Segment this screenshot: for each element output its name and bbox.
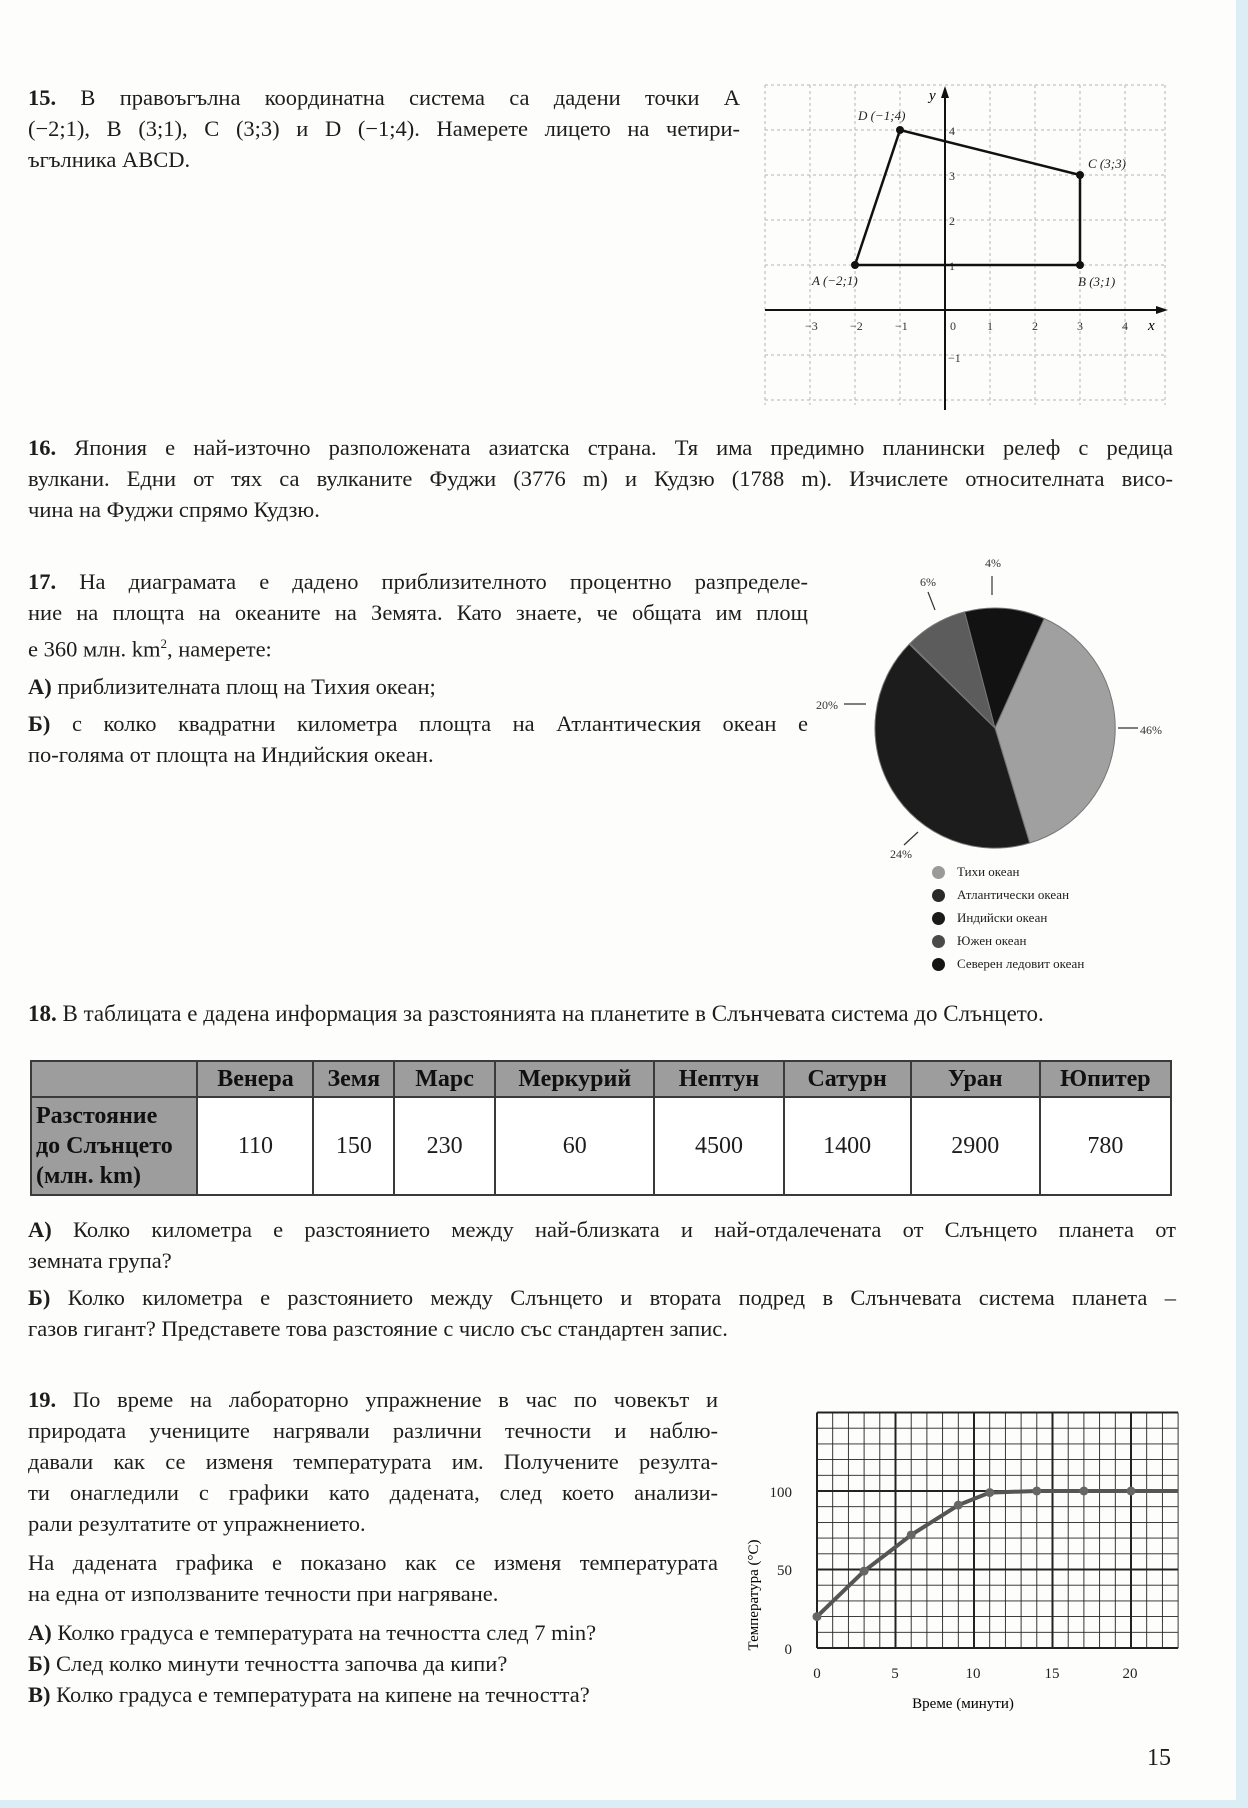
question-19: 19. По време на лабораторно упражнение в час по човекът и природата учениците нагрявали различни течности и наблю- давали как се изменя температурата им. Получените резулта- ти онагледили с графики като дадената, след което анализи- рали резултатите от упражнението. На дадената графика е показано как се изменя температурата на една от използваните течности при нагряване. А) Колко градуса е температурата на течността след 7 min? Б) След колко минути течността започва да кипи? В) Колко градуса е температурата на кипене на течността? — [28, 1384, 718, 1710]
q17-line-2: ние на площта на океаните на Земята. Като знаете, че общата им площ — [28, 600, 808, 625]
page-number: 15 — [1147, 1745, 1171, 1771]
svg-text:0: 0 — [813, 1666, 821, 1682]
q19-item-v: В) Колко градуса е температурата на кипене на течността? — [28, 1682, 590, 1707]
q17-line-3: е 360 млн. $km^2$, намерете: — [28, 636, 272, 662]
table-cell: 2900 — [911, 1097, 1040, 1195]
column-header: Земя — [313, 1061, 394, 1097]
point-d-label: D (−1;4) — [858, 108, 906, 123]
table-cell: 150 — [313, 1097, 394, 1195]
quadrilateral-abcd — [855, 130, 1080, 265]
label-20-percent: 20% — [816, 698, 838, 712]
q18-subquestions — [28, 1214, 1176, 1344]
pie-legend — [932, 862, 1084, 977]
label-46-percent: 46% — [1140, 723, 1162, 737]
q16-line-1: 16. Япония е най-източно разположената азиатска страна. Тя има предимно планински релеф с редица — [28, 435, 1173, 460]
table-cell: 110 — [197, 1097, 313, 1195]
q19-number: 19. — [28, 1387, 57, 1412]
svg-text:4: 4 — [949, 124, 955, 138]
data-point — [860, 1567, 869, 1576]
svg-text:−3: −3 — [805, 319, 818, 333]
q17-number: 17. — [28, 569, 57, 594]
data-point — [954, 1501, 963, 1510]
label-24-percent: 24% — [890, 847, 912, 861]
svg-text:0: 0 — [950, 319, 956, 333]
temperature-grid — [817, 1413, 1178, 1649]
svg-text:20: 20 — [1122, 1666, 1138, 1682]
table-cell: 60 — [495, 1097, 654, 1195]
grid-lines — [765, 85, 1165, 405]
data-point — [985, 1488, 994, 1497]
q15-number: 15. — [28, 85, 57, 110]
q17-line-1: 17. На диаграмата е дадено приблизителното процентно разпределе- — [28, 569, 808, 594]
svg-text:2: 2 — [949, 214, 955, 228]
table-corner-cell — [31, 1061, 197, 1097]
q15-line-1: 15. В правоъгълна координатна система са дадени точки A — [28, 85, 740, 110]
q18-item-b-line-1: Б) Колко километра е разстоянието между Слънцето и втората подред в Слънчевата система планета – — [28, 1285, 1176, 1310]
point-c-label: C (3;3) — [1088, 156, 1126, 171]
svg-text:1: 1 — [949, 259, 955, 273]
point-a — [851, 261, 859, 269]
label-4-percent: 4% — [985, 556, 1001, 570]
column-header: Меркурий — [495, 1061, 654, 1097]
x-tick-labels — [805, 319, 1128, 333]
label-6-percent: 6% — [920, 575, 936, 589]
legend-item-arctic: Северен ледовит океан — [932, 954, 1084, 974]
legend-dot-icon — [932, 889, 945, 902]
x-tick-labels — [813, 1666, 1137, 1682]
q18-heading: 18. В таблицата е дадена информация за разстоянията на планетите в Слънчевата система до Слънцето. — [28, 1001, 1044, 1026]
svg-text:100: 100 — [769, 1485, 792, 1501]
legend-dot-icon — [932, 958, 945, 971]
data-point — [1032, 1487, 1041, 1496]
question-16 — [28, 432, 1173, 525]
svg-text:15: 15 — [1044, 1666, 1060, 1682]
table-cell: 230 — [394, 1097, 495, 1195]
point-a-label: A (−2;1) — [812, 273, 858, 288]
point-c — [1076, 171, 1084, 179]
legend-item-atlantic: Атлантически океан — [932, 885, 1084, 905]
q17-item-a: А) приблизителната площ на Тихия океан; — [28, 673, 436, 699]
svg-text:−1: −1 — [948, 351, 961, 365]
q18-item-a-line-1: А) Колко километра е разстоянието между най-близката и най-отдалечената от Слънцето планета от — [28, 1217, 1177, 1242]
question-17 — [28, 566, 808, 770]
legend-item-indian: Индийски океан — [932, 908, 1084, 928]
table-cell: 4500 — [654, 1097, 783, 1195]
column-header: Юпитер — [1040, 1061, 1171, 1097]
data-point — [1079, 1487, 1088, 1496]
q16-line-2: вулкани. Едни от тях са вулканите Фуджи (3776 m) и Кудзю (1788 m). Изчислете относителната висо- — [28, 466, 1173, 491]
svg-text:3: 3 — [949, 169, 955, 183]
x-axis-title: Време (минути) — [912, 1696, 1014, 1712]
q16-line-3: чина на Фуджи спрямо Кудзю. — [28, 497, 320, 522]
legend-dot-icon — [932, 912, 945, 925]
ocean-pie-chart — [800, 550, 1180, 870]
y-axis-label: y — [929, 88, 936, 104]
legend-item-pacific: Тихи океан — [932, 862, 1084, 882]
data-point — [813, 1612, 822, 1621]
q19-item-a: А) Колко градуса е температурата на течността след 7 min? — [28, 1620, 597, 1645]
svg-text:2: 2 — [1032, 319, 1038, 333]
svg-text:3: 3 — [1077, 319, 1083, 333]
q18-item-b-line-2: газов гигант? Представете това разстояние с число със стандартен запис. — [28, 1316, 728, 1341]
q15-line-3: ъгълника ABCD. — [28, 147, 191, 172]
q18-item-a-line-2: земната група? — [28, 1248, 172, 1273]
y-axis-title: Температура (°C) — [746, 1539, 762, 1651]
row-header: Разстояние до Слънцето (млн. km) — [31, 1097, 197, 1195]
svg-text:−1: −1 — [895, 319, 908, 333]
q15-line-2: (−2;1), B (3;1), C (3;3) и D (−1;4). Намерете лицето на четири- — [28, 116, 740, 141]
x-axis-label: x — [1148, 318, 1155, 334]
table-cell: 1400 — [784, 1097, 911, 1195]
svg-text:50: 50 — [777, 1563, 792, 1579]
legend-item-southern: Южен океан — [932, 931, 1084, 951]
column-header: Марс — [394, 1061, 495, 1097]
legend-dot-icon — [932, 935, 945, 948]
x-axis-arrow-icon — [1156, 306, 1168, 314]
coordinate-graph — [760, 80, 1170, 410]
svg-text:4: 4 — [1122, 319, 1128, 333]
column-header: Венера — [197, 1061, 313, 1097]
q16-number: 16. — [28, 435, 57, 460]
svg-text:5: 5 — [891, 1666, 899, 1682]
data-point — [907, 1530, 916, 1539]
column-header: Уран — [911, 1061, 1040, 1097]
temperature-line-chart — [730, 1390, 1190, 1720]
column-header: Сатурн — [784, 1061, 911, 1097]
svg-text:−2: −2 — [850, 319, 863, 333]
data-point — [1127, 1487, 1136, 1496]
svg-text:1: 1 — [987, 319, 993, 333]
svg-text:10: 10 — [965, 1666, 981, 1682]
legend-dot-icon — [932, 866, 945, 879]
point-b-label: B (3;1) — [1078, 274, 1116, 289]
table-row — [31, 1097, 1171, 1195]
planet-distance-table — [30, 1060, 1172, 1196]
y-tick-labels — [770, 1485, 793, 1658]
point-b — [1076, 261, 1084, 269]
q17-item-b-line-1: Б) с колко квадратни километра площта на Атлантическия океан е — [28, 710, 808, 736]
y-axis-arrow-icon — [941, 86, 949, 98]
svg-text:0: 0 — [784, 1642, 792, 1658]
point-d — [896, 126, 904, 134]
table-header-row — [31, 1061, 1171, 1097]
q17-item-b-line-2: по-голяма от площта на Индийския океан. — [28, 741, 434, 767]
q19-item-b: Б) След колко минути течността започва да кипи? — [28, 1651, 508, 1676]
table-cell: 780 — [1040, 1097, 1171, 1195]
column-header: Нептун — [654, 1061, 783, 1097]
question-15 — [28, 82, 740, 175]
